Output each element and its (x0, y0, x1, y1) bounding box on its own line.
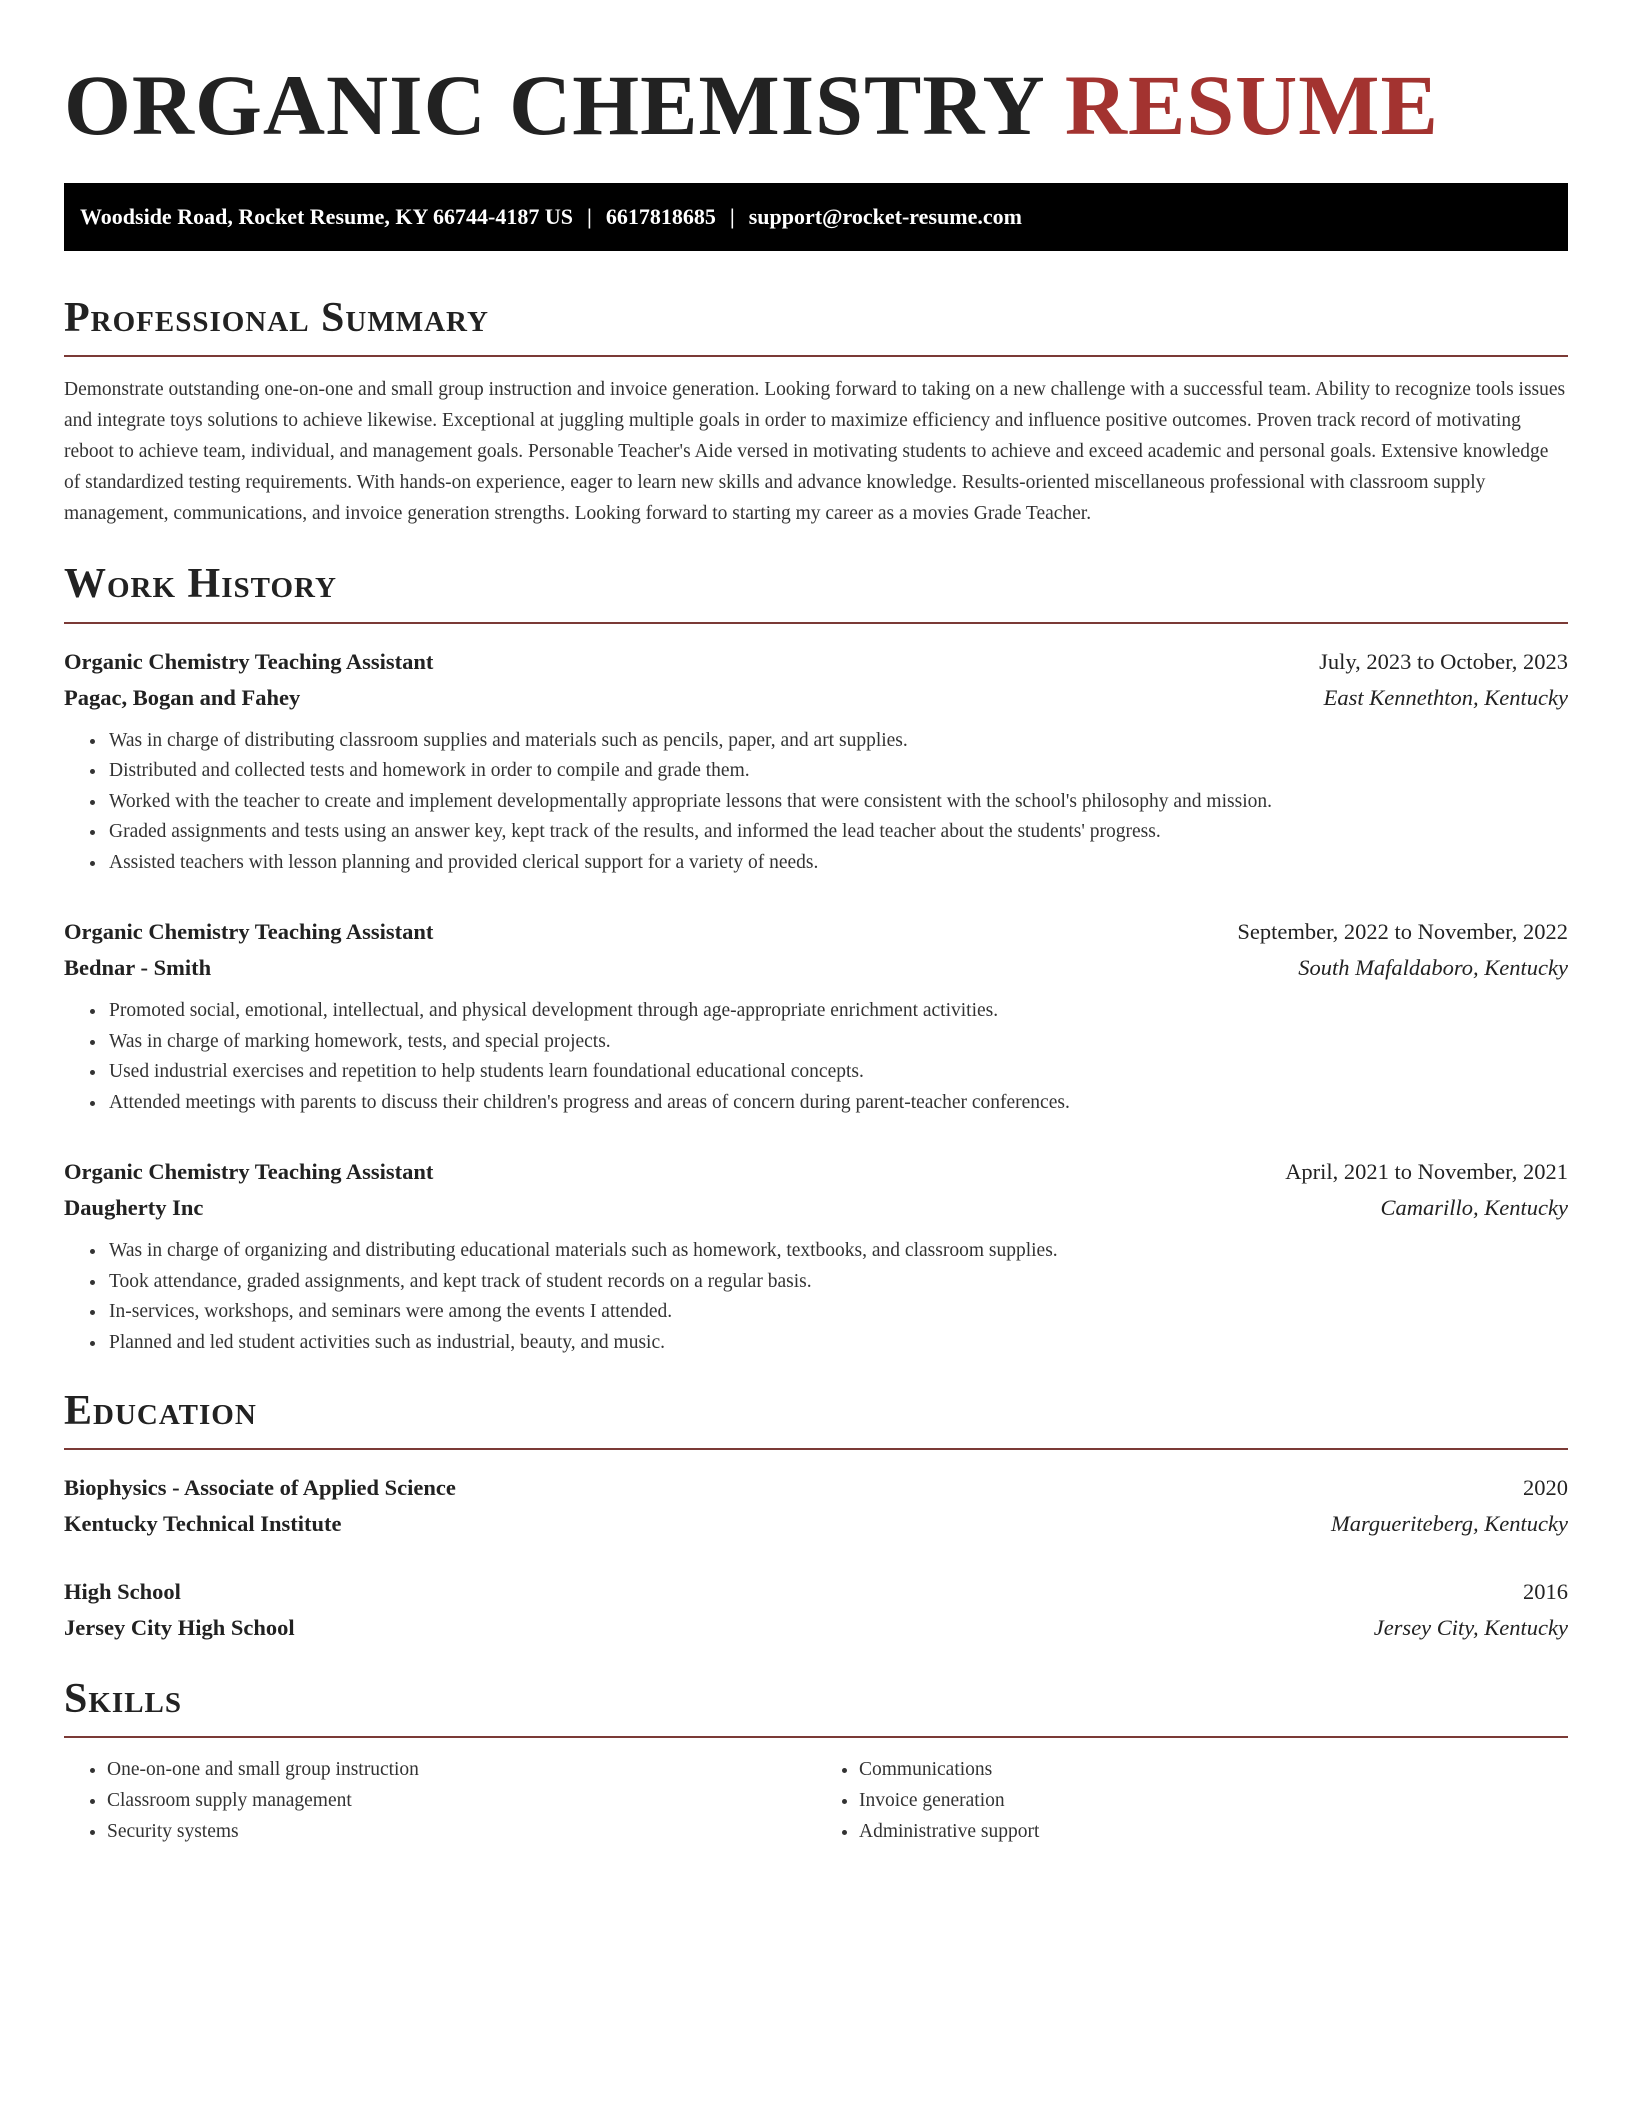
skill-item: • Communications (859, 1754, 1568, 1785)
summary-text: Demonstrate outstanding one-on-one and small group instruction and invoice generation. Looking forward to taking on a new challenge with a successful team. Ability to recognize tools issues and integrate toys solutions to achieve likewise. Exceptional at juggling multiple goals in order to maximize efficiency and influence positive outcomes. Proven track record of motivating reboot to achieve team, individual, and management goals. Personable Teacher's Aide versed in motivating students to achieve and exceed academic and personal goals. Extensive knowledge of standardized testing requirements. With hands-on experience, eager to learn new skills and advance knowledge. Results-oriented miscellaneous professional with classroom supply management, communications, and invoice generation strengths. Looking forward to starting my career as a movies Grade Teacher. (64, 379, 1566, 525)
contact-separator: | (586, 204, 592, 230)
education-entry (64, 1470, 1568, 1542)
job-dates: September, 2022 to November, 2022 (1237, 919, 1568, 945)
section-heading: Professional Summary (64, 295, 489, 342)
skill-item: • Security systems (107, 1816, 816, 1847)
job-dates: April, 2021 to November, 2021 (1285, 1159, 1568, 1185)
job-bullet: • Distributed and collected tests and homework in order to compile and grade them. (107, 756, 1568, 787)
job-entry (64, 644, 1568, 879)
job-bullet: • Graded assignments and tests using an answer key, kept track of the results, and informed the lead teacher about the students' progress. (107, 817, 1568, 848)
contact-phone: 6617818685 (605, 204, 716, 230)
job-bullet: • Worked with the teacher to create and implement developmentally appropriate lessons that were consistent with the school's philosophy and mission. (107, 787, 1568, 818)
summary-section (64, 295, 1568, 529)
section-divider (64, 355, 1568, 357)
job-title: Organic Chemistry Teaching Assistant (64, 1159, 434, 1185)
job-dates: July, 2023 to October, 2023 (1319, 648, 1568, 674)
education-school: Kentucky Technical Institute (64, 1511, 342, 1537)
job-bullet: • Promoted social, emotional, intellectual, and physical development through age-appropriate enrichment activities. (107, 996, 1568, 1027)
skills-grid (64, 1754, 1568, 1847)
job-company: Pagac, Bogan and Fahey (64, 684, 301, 710)
job-location: Camarillo, Kentucky (1380, 1195, 1568, 1221)
job-title: Organic Chemistry Teaching Assistant (64, 648, 434, 674)
job-bullet: • Planned and led student activities such as industrial, beauty, and music. (107, 1328, 1568, 1359)
skill-item: • Invoice generation (859, 1785, 1568, 1816)
education-location: Jersey City, Kentucky (1373, 1615, 1568, 1641)
job-bullet: • Was in charge of marking homework, tests, and special projects. (107, 1027, 1568, 1058)
education-year: 2016 (1523, 1579, 1568, 1605)
job-bullet: • Assisted teachers with lesson planning and provided clerical support for a variety of needs. (107, 848, 1568, 879)
section-heading: Skills (64, 1676, 183, 1723)
resume-title (64, 0, 1568, 157)
contact-address: Woodside Road, Rocket Resume, KY 66744-4187 US (80, 204, 573, 230)
skill-item: • Classroom supply management (107, 1785, 816, 1816)
skill-item: • Administrative support (859, 1816, 1568, 1847)
job-title: Organic Chemistry Teaching Assistant (64, 919, 434, 945)
job-bullet: • Was in charge of organizing and distributing educational materials such as homework, textbooks, and classroom supplies. (107, 1236, 1568, 1267)
education-year: 2020 (1523, 1475, 1568, 1501)
education-entry (64, 1574, 1568, 1646)
job-bullet: • Took attendance, graded assignments, and kept track of student records on a regular basis. (107, 1267, 1568, 1298)
job-location: South Mafaldaboro, Kentucky (1298, 955, 1568, 981)
job-bullets (64, 726, 1568, 879)
job-bullets (64, 1236, 1568, 1358)
job-bullet: • Was in charge of distributing classroom supplies and materials such as pencils, paper, and art supplies. (107, 726, 1568, 757)
job-entry (64, 914, 1568, 1118)
section-divider (64, 1448, 1568, 1450)
education-section (64, 1388, 1568, 1646)
job-location: East Kennethton, Kentucky (1323, 684, 1568, 710)
skill-item: • One-on-one and small group instruction (107, 1754, 816, 1785)
job-bullet: • Attended meetings with parents to discuss their children's progress and areas of concern during parent-teacher conferences. (107, 1088, 1568, 1119)
job-bullets (64, 996, 1568, 1118)
job-entry (64, 1154, 1568, 1358)
education-degree: Biophysics - Associate of Applied Science (64, 1475, 456, 1501)
contact-bar (64, 183, 1568, 251)
job-bullet: • Used industrial exercises and repetition to help students learn foundational educational concepts. (107, 1057, 1568, 1088)
section-heading: Education (64, 1388, 257, 1435)
title-main: ORGANIC CHEMISTRY (64, 57, 1043, 153)
section-heading: Work History (64, 561, 337, 608)
education-location: Margueriteberg, Kentucky (1330, 1511, 1568, 1537)
job-company: Daugherty Inc (64, 1195, 204, 1221)
skills-section (64, 1676, 1568, 1847)
skills-column-left (64, 1754, 816, 1847)
education-school: Jersey City High School (64, 1615, 295, 1641)
section-divider (64, 1736, 1568, 1738)
title-accent: RESUME (1064, 57, 1439, 153)
work-history-section (64, 561, 1568, 1358)
section-divider (64, 622, 1568, 624)
job-company: Bednar - Smith (64, 955, 212, 981)
job-bullet: • In-services, workshops, and seminars were among the events I attended. (107, 1297, 1568, 1328)
contact-email[interactable]: support@rocket-resume.com (748, 204, 1022, 230)
contact-separator: | (729, 204, 735, 230)
education-degree: High School (64, 1579, 181, 1605)
skills-column-right (816, 1754, 1568, 1847)
